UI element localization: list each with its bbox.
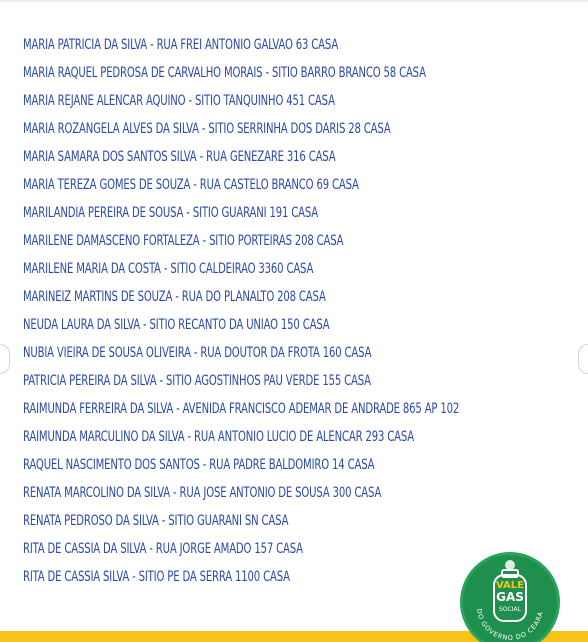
list-item: PATRICIA PEREIRA DA SILVA - SITIO AGOSTINHOS PAU VERDE 155 CASA — [23, 373, 371, 389]
list-item: MARIA RAQUEL PEDROSA DE CARVALHO MORAIS - SITIO BARRO BRANCO 58 CASA — [23, 65, 426, 81]
list-item: MARIA SAMARA DOS SANTOS SILVA - RUA GENEZARE 316 CASA — [23, 149, 336, 165]
seal-arc-text: DO GOVERNO DO CEARA — [474, 608, 545, 642]
seal-line2: GAS — [496, 590, 524, 604]
beneficiary-list — [23, 31, 568, 591]
vale-gas-social-seal — [460, 552, 560, 642]
list-item: RENATA PEDROSO DA SILVA - SITIO GUARANI SN CASA — [23, 513, 289, 529]
list-item: MARIA ROZANGELA ALVES DA SILVA - SITIO SERRINHA DOS DARIS 28 CASA — [23, 121, 391, 137]
list-item: MARIA REJANE ALENCAR AQUINO - SITIO TANQUINHO 451 CASA — [23, 93, 335, 109]
top-divider — [0, 0, 588, 2]
list-item: RAIMUNDA MARCULINO DA SILVA - RUA ANTONIO LUCIO DE ALENCAR 293 CASA — [23, 429, 415, 445]
seal-line3: SOCIAL — [499, 606, 521, 613]
list-item: RAQUEL NASCIMENTO DOS SANTOS - RUA PADRE BALDOMIRO 14 CASA — [23, 457, 375, 473]
previous-arrow-button[interactable] — [0, 344, 10, 374]
next-arrow-button[interactable] — [578, 344, 588, 374]
list-item: RAIMUNDA FERREIRA DA SILVA - AVENIDA FRANCISCO ADEMAR DE ANDRADE 865 AP 102 — [23, 401, 460, 417]
list-item: RITA DE CASSIA DA SILVA - RUA JORGE AMADO 157 CASA — [23, 541, 303, 557]
list-item: MARIA PATRICIA DA SILVA - RUA FREI ANTONIO GALVAO 63 CASA — [23, 37, 339, 53]
list-item: RITA DE CASSIA SILVA - SITIO PE DA SERRA 1100 CASA — [23, 569, 290, 585]
list-item: NUBIA VIEIRA DE SOUSA OLIVEIRA - RUA DOUTOR DA FROTA 160 CASA — [23, 345, 372, 361]
list-item: RENATA MARCOLINO DA SILVA - RUA JOSE ANTONIO DE SOUSA 300 CASA — [23, 485, 382, 501]
list-item: MARILENE MARIA DA COSTA - SITIO CALDEIRAO 3360 CASA — [23, 261, 314, 277]
list-item: MARIA TEREZA GOMES DE SOUZA - RUA CASTELO BRANCO 69 CASA — [23, 177, 359, 193]
list-item: MARINEIZ MARTINS DE SOUZA - RUA DO PLANALTO 208 CASA — [23, 289, 326, 305]
list-item: MARILANDIA PEREIRA DE SOUSA - SITIO GUARANI 191 CASA — [23, 205, 319, 221]
list-item: MARILENE DAMASCENO FORTALEZA - SITIO PORTEIRAS 208 CASA — [23, 233, 344, 249]
seal-line1: VALE — [495, 580, 525, 591]
list-item: NEUDA LAURA DA SILVA - SITIO RECANTO DA UNIAO 150 CASA — [23, 317, 330, 333]
